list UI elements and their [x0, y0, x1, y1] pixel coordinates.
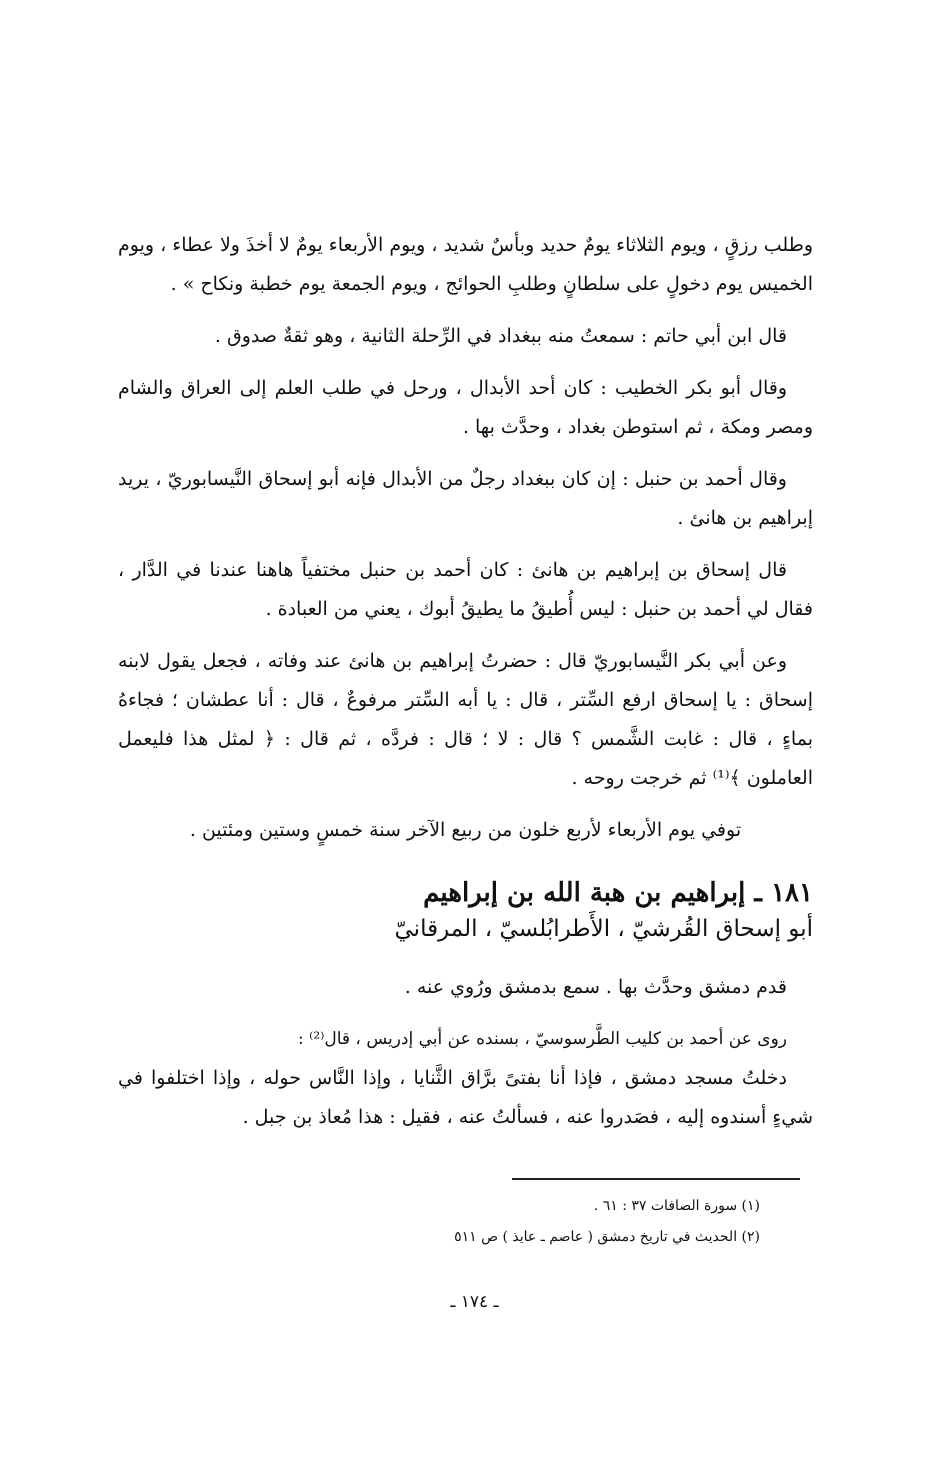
entry-heading: ١٨١ ـ إبراهيم بن هبة الله بن إبراهيم — [423, 878, 813, 908]
paragraph: وعن أبي بكر النَّيسابوريّ قال : حضرتُ إبراهيم بن هانئ عند وفاته ، فجعل يقول لابنه إسحاق : يا إسحاق ارفع السِّتر ، قال : يا أبه السِّتر مرفوعٌ ، قال : أنا عطشان ؛ فجاءهُ بماءٍ ، قال : غابت الشَّمس ؟ قال : لا ؛ قال : فردَّه ، ثم قال : ﴿ لمثل هذا فليعمل العاملون ﴾⁽¹⁾ ثم خرجت روحه . — [118, 650, 813, 789]
main-text — [118, 226, 813, 1150]
footnote: (١) سورة الصافات ٣٧ : ٦١ . — [593, 1198, 760, 1214]
paragraph: وطلب رزقٍ ، ويوم الثلاثاء يومٌ حديد وبأسٌ شديد ، ويوم الأربعاء يومٌ لا أخذَ ولا عطاء ، ويوم الخميس يوم دخولٍ على سلطانٍ وطلبِ الحوائج ، ويوم الجمعة يوم خطبة ونكاح » . — [118, 234, 813, 295]
paragraph: وقال أبو بكر الخطيب : كان أحد الأبدال ، ورحل في طلب العلم إلى العراق والشام ومصر ومكة ، ثم استوطن بغداد ، وحدَّث بها . — [118, 377, 813, 438]
paragraph: قدم دمشق وحدَّث بها . سمع بدمشق ورُوي عنه . — [404, 976, 787, 998]
page-number: ـ ١٧٤ ـ — [450, 1292, 499, 1312]
paragraph: وقال أحمد بن حنبل : إن كان ببغداد رجلٌ من الأبدال فإنه أبو إسحاق النَّيسابوريّ ، يريد إبراهيم بن هانئ . — [118, 468, 813, 529]
paragraph: دخلتُ مسجد دمشق ، فإذا أنا بفتىً برَّاق الثَّنايا ، وإذا النَّاس حوله ، وإذا اختلفوا في شيءٍ أسندوه إليه ، فصَدروا عنه ، فسألتُ عنه ، فقيل : هذا مُعاذ بن جبل . — [118, 1067, 813, 1128]
footnote-divider — [512, 1178, 800, 1180]
paragraph: توفي يوم الأربعاء لأربع خلون من ربيع الآخر سنة خمسٍ وستين ومئتين . — [189, 819, 742, 841]
paragraph: قال إسحاق بن إبراهيم بن هانئ : كان أحمد بن حنبل مختفياً هاهنا عندنا في الدَّار ، فقال لي أحمد بن حنبل : ليس أُطيقُ ما يطيقُ أبوك ، يعني من العبادة . — [118, 559, 813, 620]
entry-subheading: أبو إسحاق القُرشيّ ، الأَطرابُلسيّ ، المرقانيّ — [394, 916, 813, 942]
footnote: (٢) الحديث في تاريخ دمشق ( عاصم ـ عايذ ) ص ٥١١ — [454, 1229, 760, 1245]
paragraph: روى عن أحمد بن كليب الطَّرسوسيّ ، بسنده عن أبي إدريس ، قال⁽²⁾ : — [298, 1029, 787, 1049]
paragraph: قال ابن أبي حاتم : سمعتُ منه ببغداد في الرِّحلة الثانية ، وهو ثقةٌ صدوق . — [214, 325, 787, 347]
footnotes — [300, 1193, 760, 1255]
